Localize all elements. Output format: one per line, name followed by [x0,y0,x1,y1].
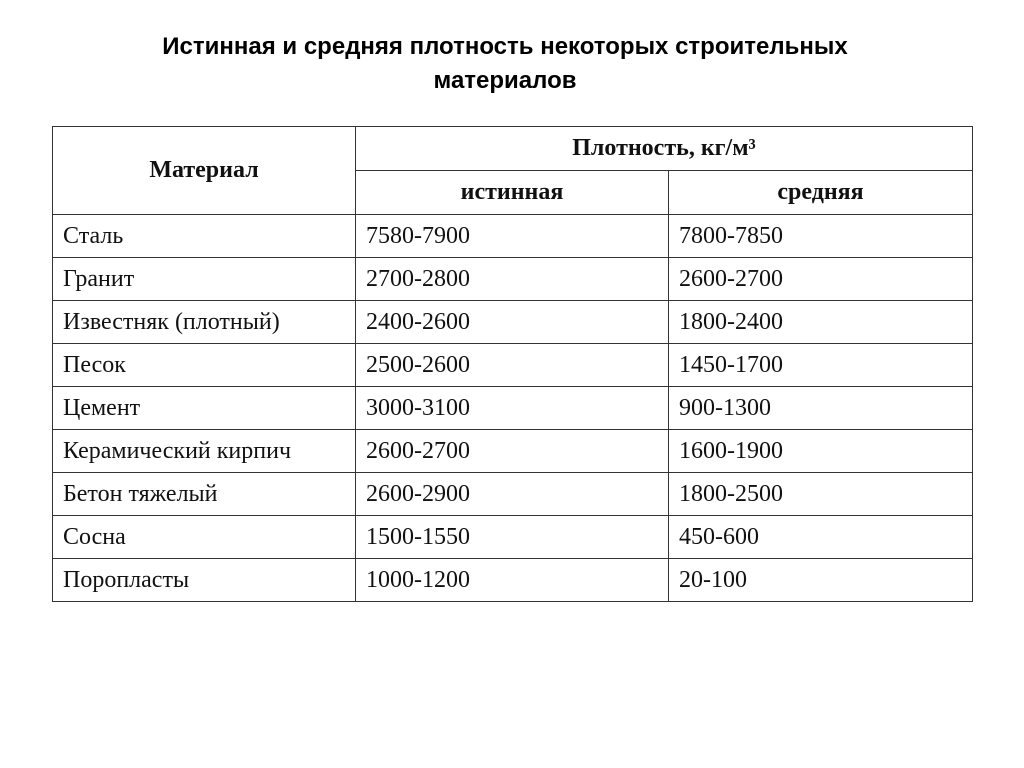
header-average-density: средняя [669,171,973,215]
cell-material: Сталь [53,215,356,258]
header-density-group: Плотность, кг/м³ [356,127,973,171]
cell-true-density: 7580-7900 [356,215,669,258]
cell-true-density: 2600-2900 [356,473,669,516]
cell-average-density: 7800-7850 [669,215,973,258]
cell-average-density: 20-100 [669,559,973,602]
table-row [53,215,973,258]
header-row-1 [53,127,973,171]
table-body [53,215,973,602]
cell-average-density: 1800-2500 [669,473,973,516]
cell-average-density: 1600-1900 [669,430,973,473]
cell-average-density: 2600-2700 [669,258,973,301]
cell-true-density: 2700-2800 [356,258,669,301]
table-row [53,387,973,430]
table-row [53,473,973,516]
cell-average-density: 1800-2400 [669,301,973,344]
cell-true-density: 2400-2600 [356,301,669,344]
cell-average-density: 900-1300 [669,387,973,430]
cell-true-density: 1500-1550 [356,516,669,559]
cell-true-density: 2600-2700 [356,430,669,473]
page-title [0,30,1010,98]
cell-material: Гранит [53,258,356,301]
cell-true-density: 1000-1200 [356,559,669,602]
cell-material: Песок [53,344,356,387]
table-row [53,344,973,387]
cell-material: Известняк (плотный) [53,301,356,344]
cell-true-density: 3000-3100 [356,387,669,430]
cell-material: Цемент [53,387,356,430]
table-row [53,301,973,344]
cell-material: Поропласты [53,559,356,602]
page-title-line-1: Истинная и средняя плотность некоторых строительных [162,33,848,60]
table-row [53,559,973,602]
cell-average-density: 450-600 [669,516,973,559]
table-row [53,430,973,473]
header-material: Материал [53,127,356,215]
cell-true-density: 2500-2600 [356,344,669,387]
table-header [53,127,973,215]
cell-material: Бетон тяжелый [53,473,356,516]
table-row [53,516,973,559]
header-true-density: истинная [356,171,669,215]
cell-material: Керамический кирпич [53,430,356,473]
table-row [53,258,973,301]
page-title-line-2: материалов [433,67,577,94]
cell-material: Сосна [53,516,356,559]
density-table [52,126,973,602]
cell-average-density: 1450-1700 [669,344,973,387]
